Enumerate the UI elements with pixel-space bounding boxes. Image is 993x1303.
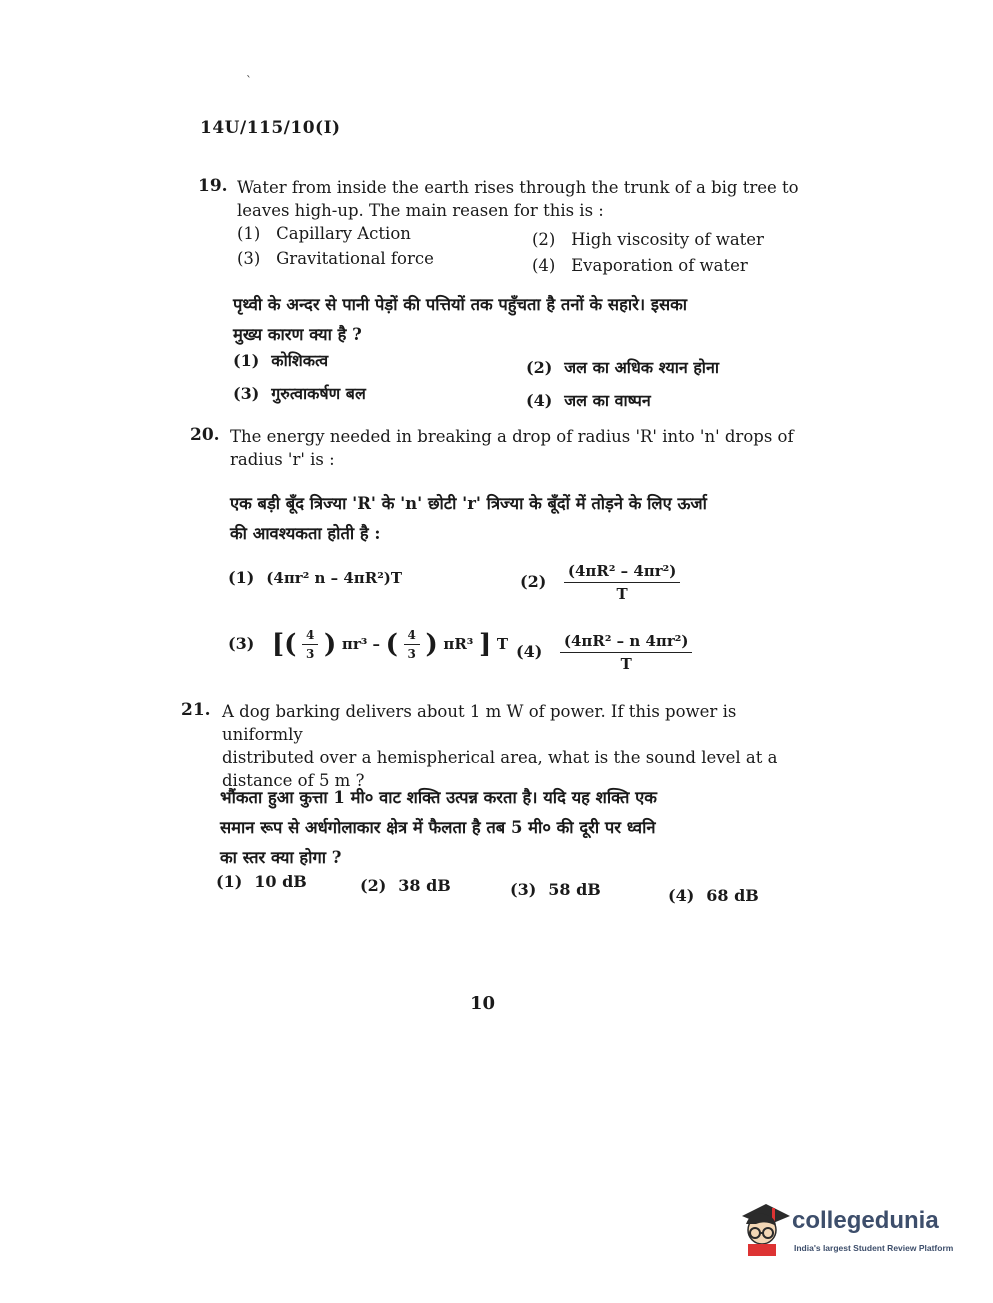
option-hindi: (1) कोशिकत्व (233, 351, 329, 370)
option: (4) 68 dB (668, 886, 759, 905)
option-hindi: (4) जल का वाष्पन (526, 391, 651, 410)
paper-code: 14U/115/10(I) (200, 118, 341, 138)
option: (1) 10 dB (216, 872, 307, 891)
option: (4) Evaporation of water (532, 256, 748, 275)
option: (3) Gravitational force (237, 249, 434, 268)
option: (2) High viscosity of water (532, 230, 764, 249)
stray-mark: ` (246, 74, 252, 88)
page-number: 10 (470, 993, 496, 1014)
option-formula: (4) $\frac{\text{(4πR² – n 4πr²)}}{T}$ (516, 632, 692, 673)
question-text: The energy needed in breaking a drop of radius 'R' into 'n' drops of radius 'r' is : (230, 427, 794, 469)
question-number: 20. (190, 425, 220, 445)
question-text-hindi: भौंकता हुआ कुत्ता 1 मी० वाट शक्ति उत्पन्न करता है। यदि यह शक्ति एक समान रूप से अर्धगोलाकार क्षेत्र में फैलता है तब 5 मी० की दूरी पर ध्वनि का स्तर क्या होगा ? (220, 788, 657, 867)
option-formula: (1) (4πr² n – 4πR²)T (228, 568, 403, 587)
option-formula: (3) [( $\frac{4}{3}$ ) πr³ – ( $\frac{4}{3}$ ) πR³ ] T (228, 628, 509, 661)
option: (2) 38 dB (360, 876, 451, 895)
question-text: A dog barking delivers about 1 m W of power. If this power is uniformly distributed over a hemispherical area, what is the sound level at a distance of 5 m ? (222, 702, 778, 790)
brand-name: collegedunia (792, 1207, 939, 1234)
question-number: 21. (181, 700, 211, 720)
option-hindi: (2) जल का अधिक श्यान होना (526, 358, 719, 377)
collegedunia-logo-icon (736, 1198, 792, 1258)
question-number: 19. (198, 176, 228, 196)
question-text-hindi: पृथ्वी के अन्दर से पानी पेड़ों की पत्तियों तक पहुँचता है तनों के सहारे। इसका मुख्य कारण क्या है ? (233, 295, 688, 344)
question-text: Water from inside the earth rises through the trunk of a big tree to leaves high-up. The main reasen for this is : (237, 178, 799, 220)
brand-tagline: India's largest Student Review Platform (794, 1243, 954, 1253)
option: (3) 58 dB (510, 880, 601, 899)
option: (1) Capillary Action (237, 224, 411, 243)
option-formula: (2) $\frac{\text{(4πR² – 4πr²)}}{T}$ (520, 562, 680, 603)
option-hindi: (3) गुरुत्वाकर्षण बल (233, 384, 366, 403)
question-text-hindi: एक बड़ी बूँद त्रिज्या 'R' के 'n' छोटी 'r' त्रिज्या के बूँदों में तोड़ने के लिए ऊर्जा की आवश्यकता होती है : (230, 494, 707, 543)
